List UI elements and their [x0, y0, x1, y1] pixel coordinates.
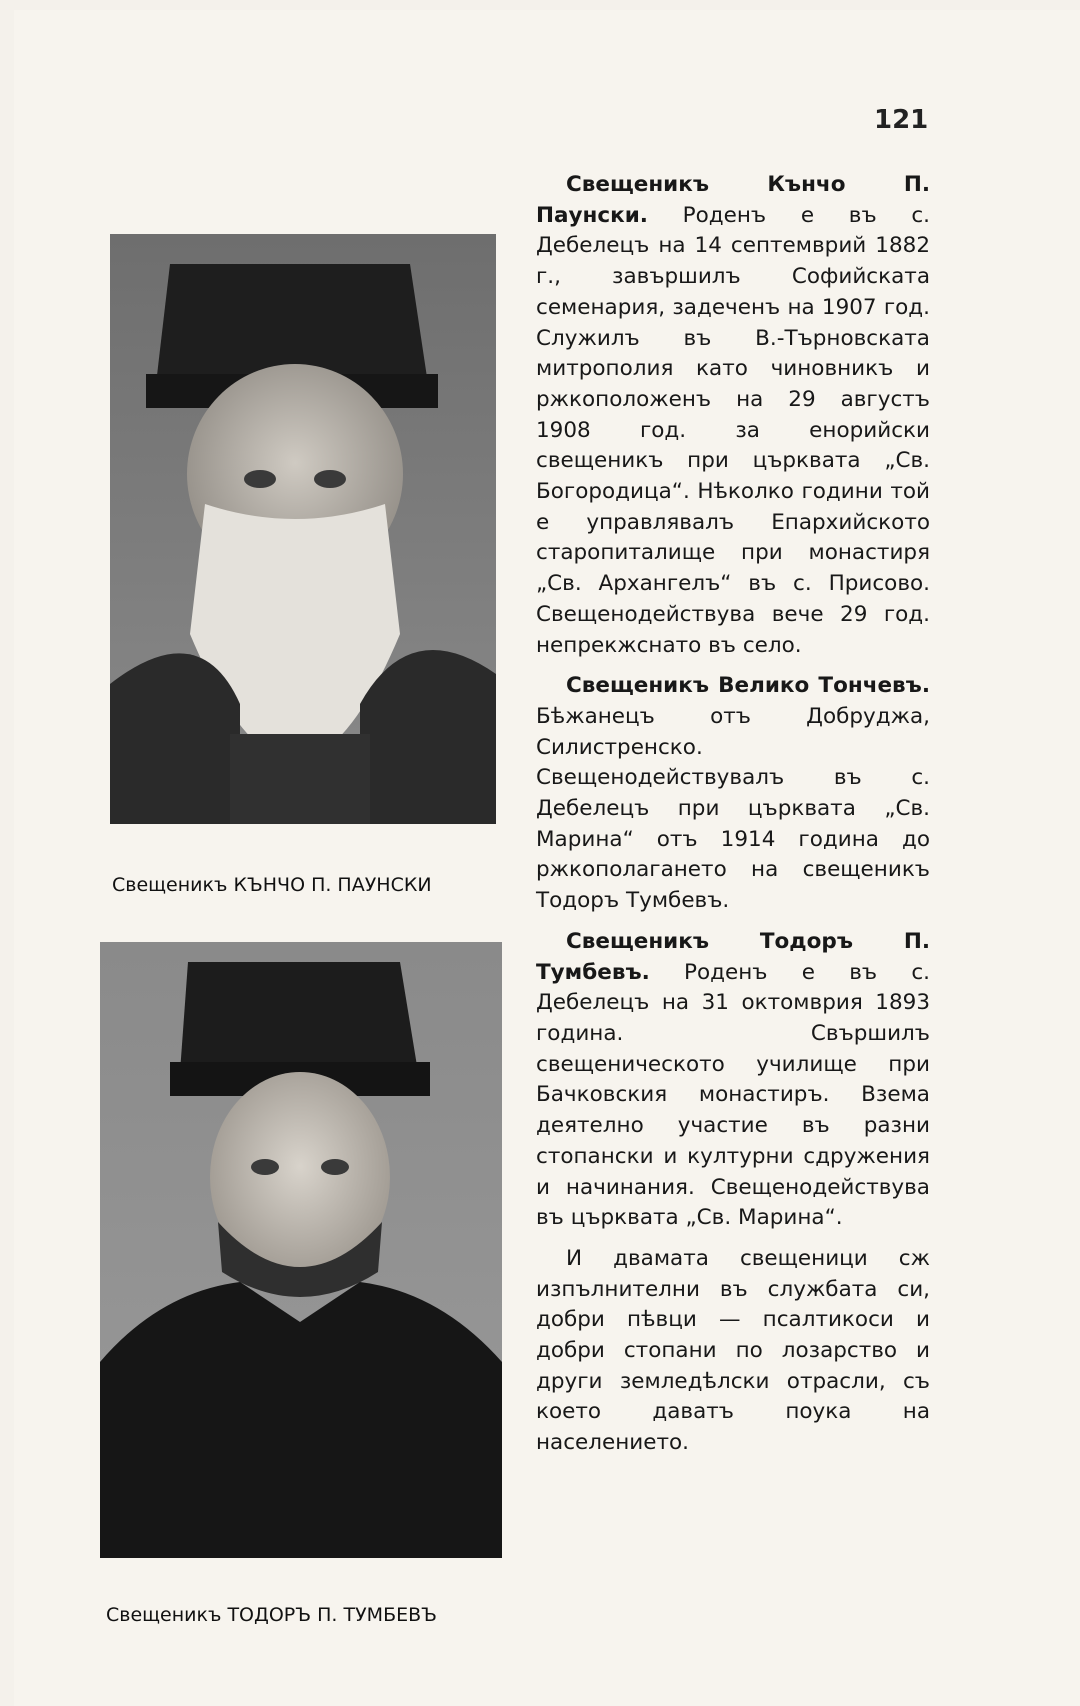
page-number: 121: [874, 105, 929, 135]
closing-paragraph: [536, 1244, 930, 1459]
paragraph-body: Роденъ е въ с. Дебелецъ на 31 октомврия 1893 година. Свършилъ свещеническото училище при Бачковския монастиръ. Взема деятелно участие въ разни стопански и културни сдружения и начинания. Свещенодействува въ църквата „Св. Марина“.: [536, 959, 930, 1231]
biography-text-column: [536, 170, 930, 1459]
paragraph-heading: Свещеникъ Велико Тончевъ.: [566, 673, 930, 699]
paragraph-heading: Свещеникъ Кънчо П. Паунски.: [536, 172, 930, 228]
paragraph-body: Роденъ е въ с. Дебелецъ на 14 септемврий 1882 г., завършилъ Софийската семенария, задеченъ на 1907 год. Служилъ въ В.-Търновската митрополия като чиновникъ и ржкоположенъ на 29 августъ 1908 год. за енорийски свещеникъ при църквата „Св. Богородица“. Нѣколко години той е управлявалъ Епархийското старопиталище при монастиря „Св. Архангелъ“ въ с. Присово. Свещенодействува вече 29 год. непрекжснато въ село.: [536, 202, 930, 658]
biography-paragraph: [536, 671, 930, 917]
photo-caption: Свещеникъ ТОДОРЪ П. ТУМБЕВЪ: [106, 1604, 437, 1626]
biography-paragraph: [536, 170, 930, 661]
paragraph-heading: Свещеникъ Тодоръ П. Тумбевъ.: [536, 928, 930, 985]
portrait-photo-todor-tumbev: [100, 942, 502, 1558]
book-page: [14, 10, 1080, 1706]
biography-paragraph: [536, 927, 930, 1234]
photo-caption: Свещеникъ КЪНЧО П. ПАУНСКИ: [112, 874, 432, 896]
paragraph-body: И двамата свещеници сж изпълнителни въ службата си, добри пѣвци — псалтикоси и добри стопани по лозарство и други земледѣлски отрасли, съ което даватъ поука на населението.: [536, 1245, 930, 1456]
paragraph-body: Бѣжанецъ отъ Добруджа, Силистренско. Свещенодействувалъ въ с. Дебелецъ при църквата „Св. Марина“ отъ 1914 година до ржкополагането на свещеникъ Тодоръ Тумбевъ.: [536, 703, 930, 914]
portrait-photo-kancho-paunski: [110, 234, 496, 824]
